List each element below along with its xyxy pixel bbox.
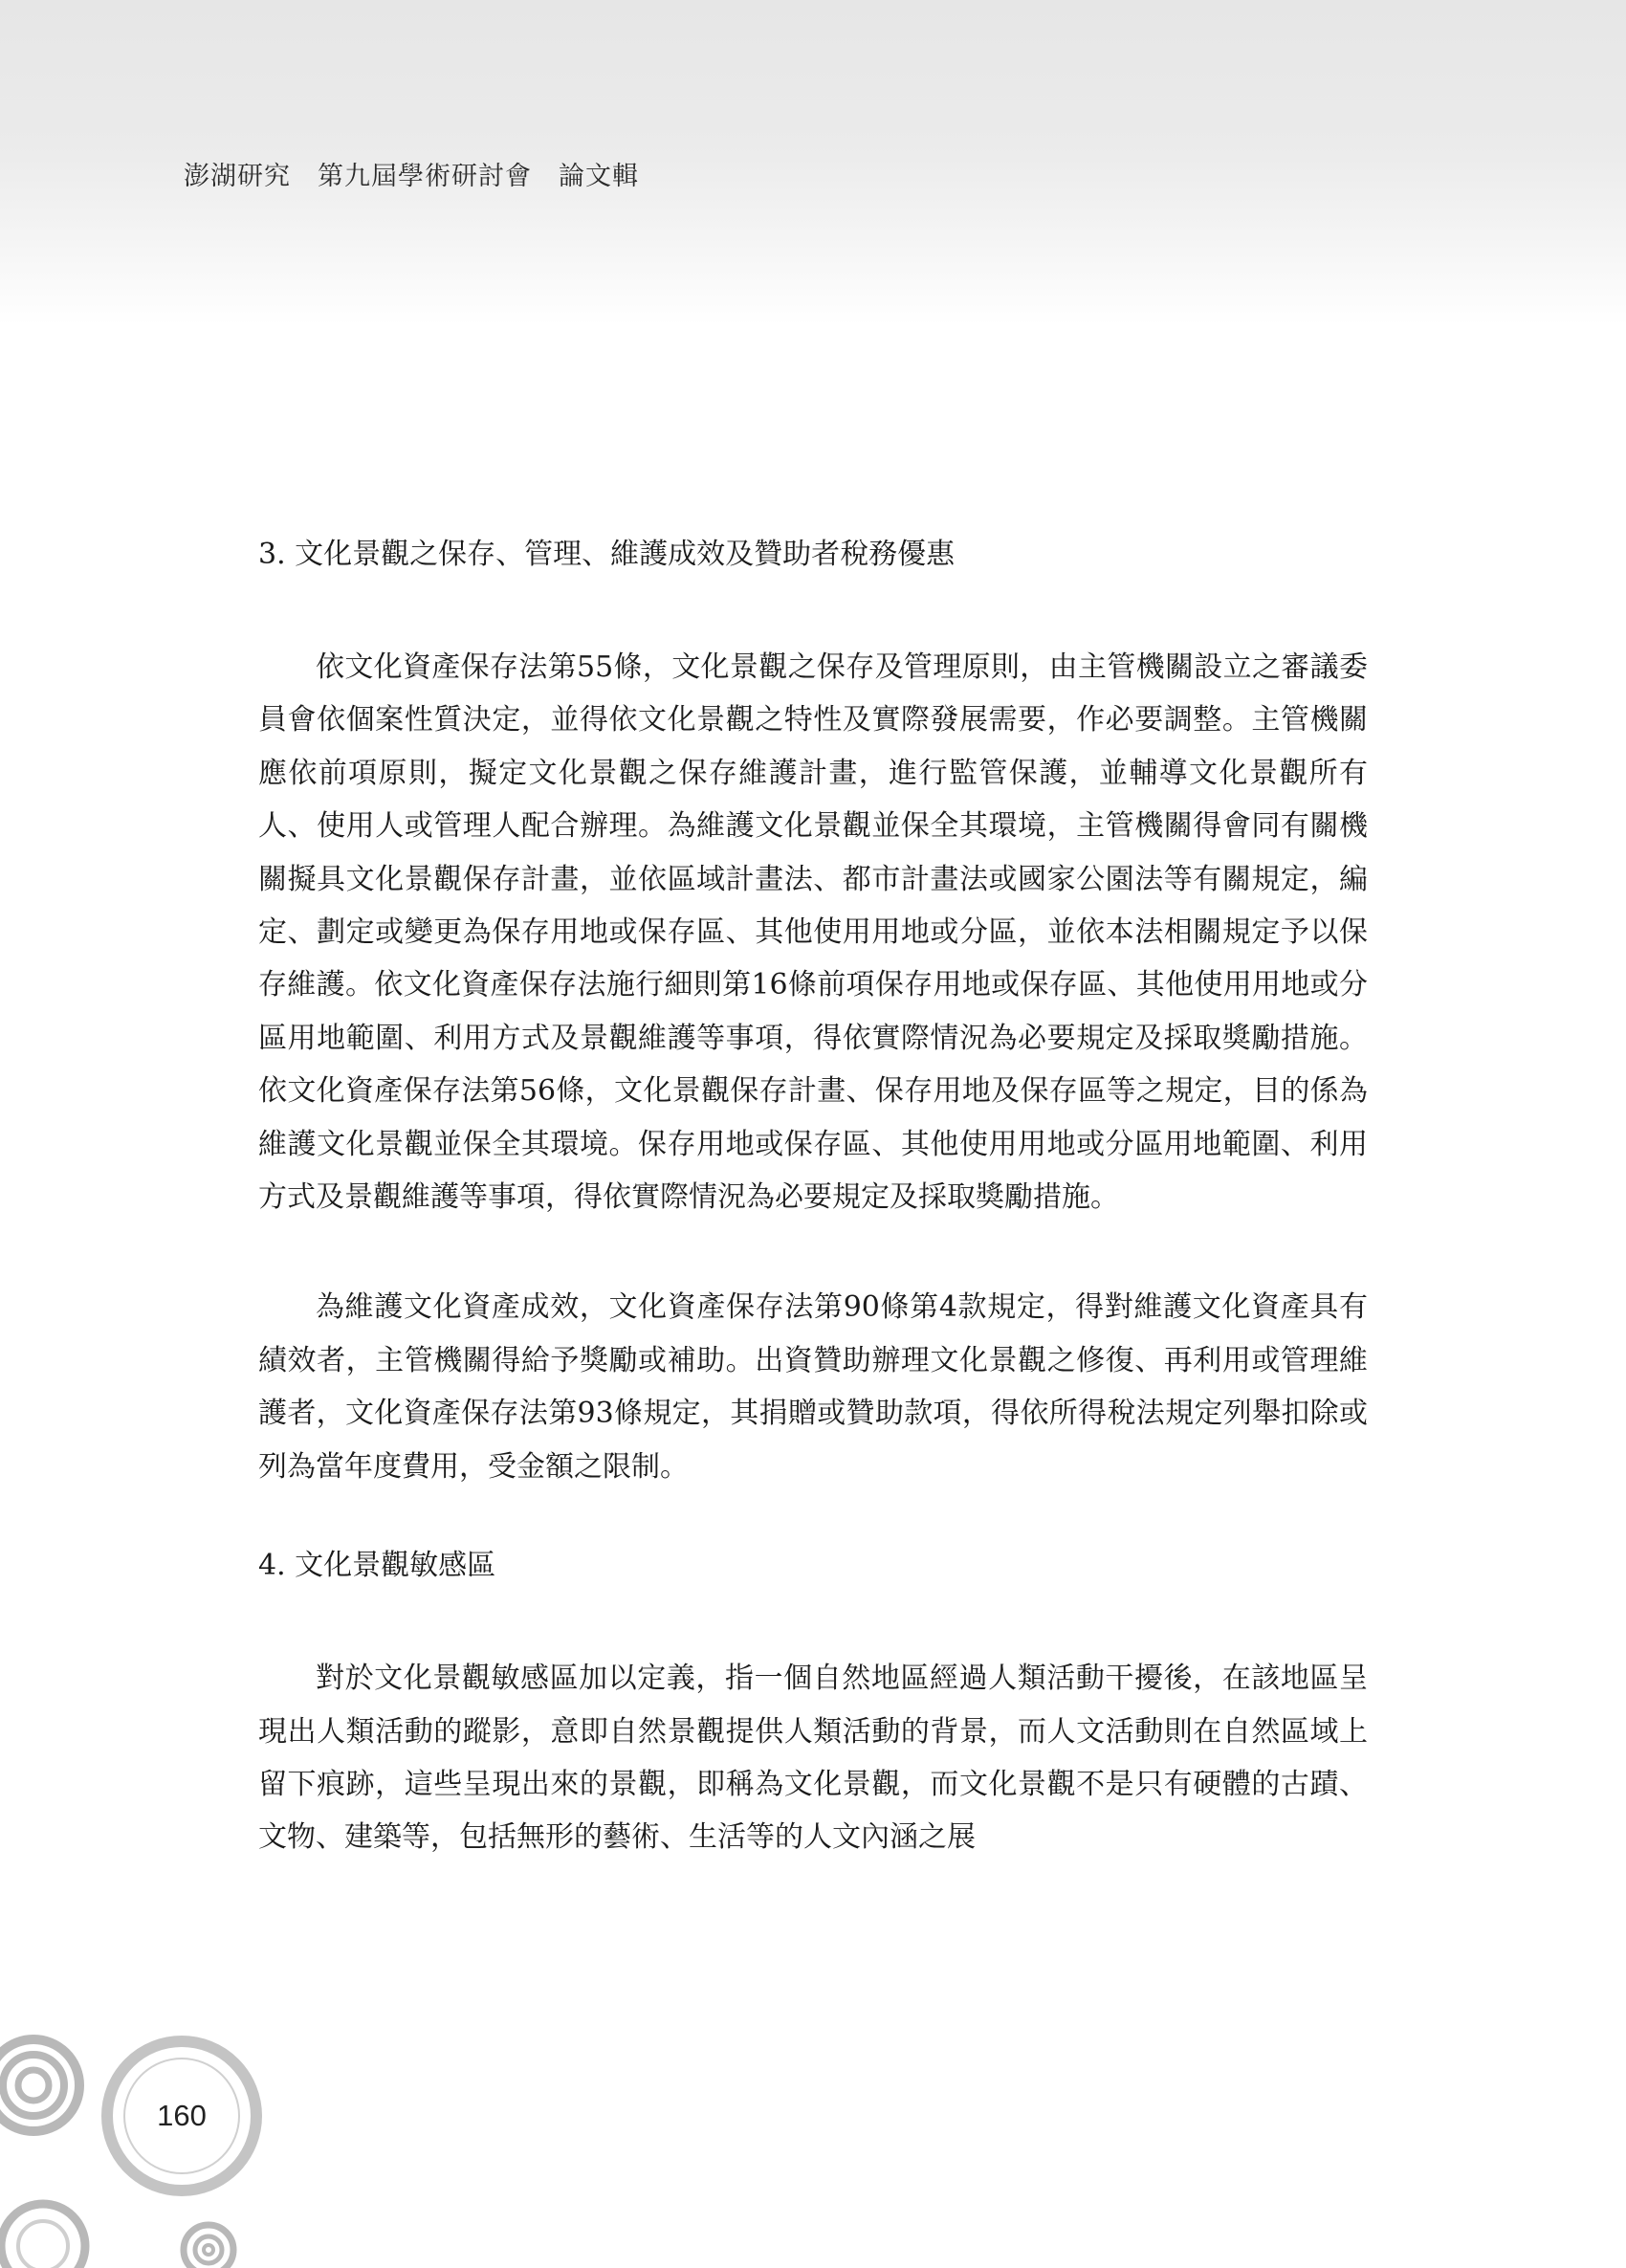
decorative-circles — [0, 2028, 306, 2268]
deco-ring — [204, 2245, 213, 2255]
running-head: 澎湖研究 第九屆學術研討會 論文輯 — [184, 162, 639, 191]
page-body — [258, 526, 1368, 1864]
deco-ring — [3, 2055, 64, 2116]
deco-ring — [18, 2221, 68, 2268]
section-3-paragraph-1: 依文化資產保存法第55條，文化景觀之保存及管理原則，由主管機關設立之審議委員會依個案性質決定，並得依文化景觀之特性及實際發展需要，作必要調整。主管機關應依前項原則，擬定文化景觀之保存維護計畫，進行監管保護，並輔導文化景觀所有人、使用人或管理人配合辦理。為維護文化景觀並保全其環境，主管機關得會同有關機關擬具文化景觀保存計畫，並依區域計畫法、都市計畫法或國家公園法等有關規定，編定、劃定或變更為保存用地或保存區、其他使用用地或分區，並依本法相關規定予以保存維護。依文化資產保存法施行細則第16條前項保存用地或保存區、其他使用用地或分區用地範圍、利用方式及景觀維護等事項，得依實際情況為必要規定及採取獎勵措施。依文化資產保存法第56條，文化景觀保存計畫、保存用地及保存區等之規定，目的係為維護文化景觀並保全其環境。保存用地或保存區、其他使用用地或分區用地範圍、利用方式及景觀維護等事項，得依實際情況為必要規定及採取獎勵措施。 — [258, 650, 1368, 1215]
deco-ring — [18, 2070, 49, 2101]
page-number: 160 — [157, 2099, 207, 2132]
section-3-heading: 3. 文化景觀之保存、管理、維護成效及贊助者稅務優惠 — [258, 538, 956, 571]
deco-ring — [1, 2204, 85, 2268]
deco-ring — [195, 2236, 222, 2263]
section-4-heading: 4. 文化景觀敏感區 — [258, 1549, 496, 1583]
section-3-paragraph-2: 為維護文化資產成效，文化資產保存法第90條第4款規定，得對維護文化資產具有績效者，主管機關得給予獎勵或補助。出資贊助辦理文化景觀之修復、再利用或管理維護者，文化資產保存法第93條規定，其捐贈或贊助款項，得依所得稅法規定列舉扣除或列為當年度費用，受金額之限制。 — [258, 1290, 1368, 1484]
section-4-paragraph-1: 對於文化景觀敏感區加以定義，指一個自然地區經過人類活動干擾後，在該地區呈現出人類活動的蹤影，意即自然景觀提供人類活動的背景，而人文活動則在自然區域上留下痕跡，這些呈現出來的景觀，即稱為文化景觀，而文化景觀不是只有硬體的古蹟、文物、建築等，包括無形的藝術、生活等的人文內涵之展 — [258, 1662, 1368, 1855]
